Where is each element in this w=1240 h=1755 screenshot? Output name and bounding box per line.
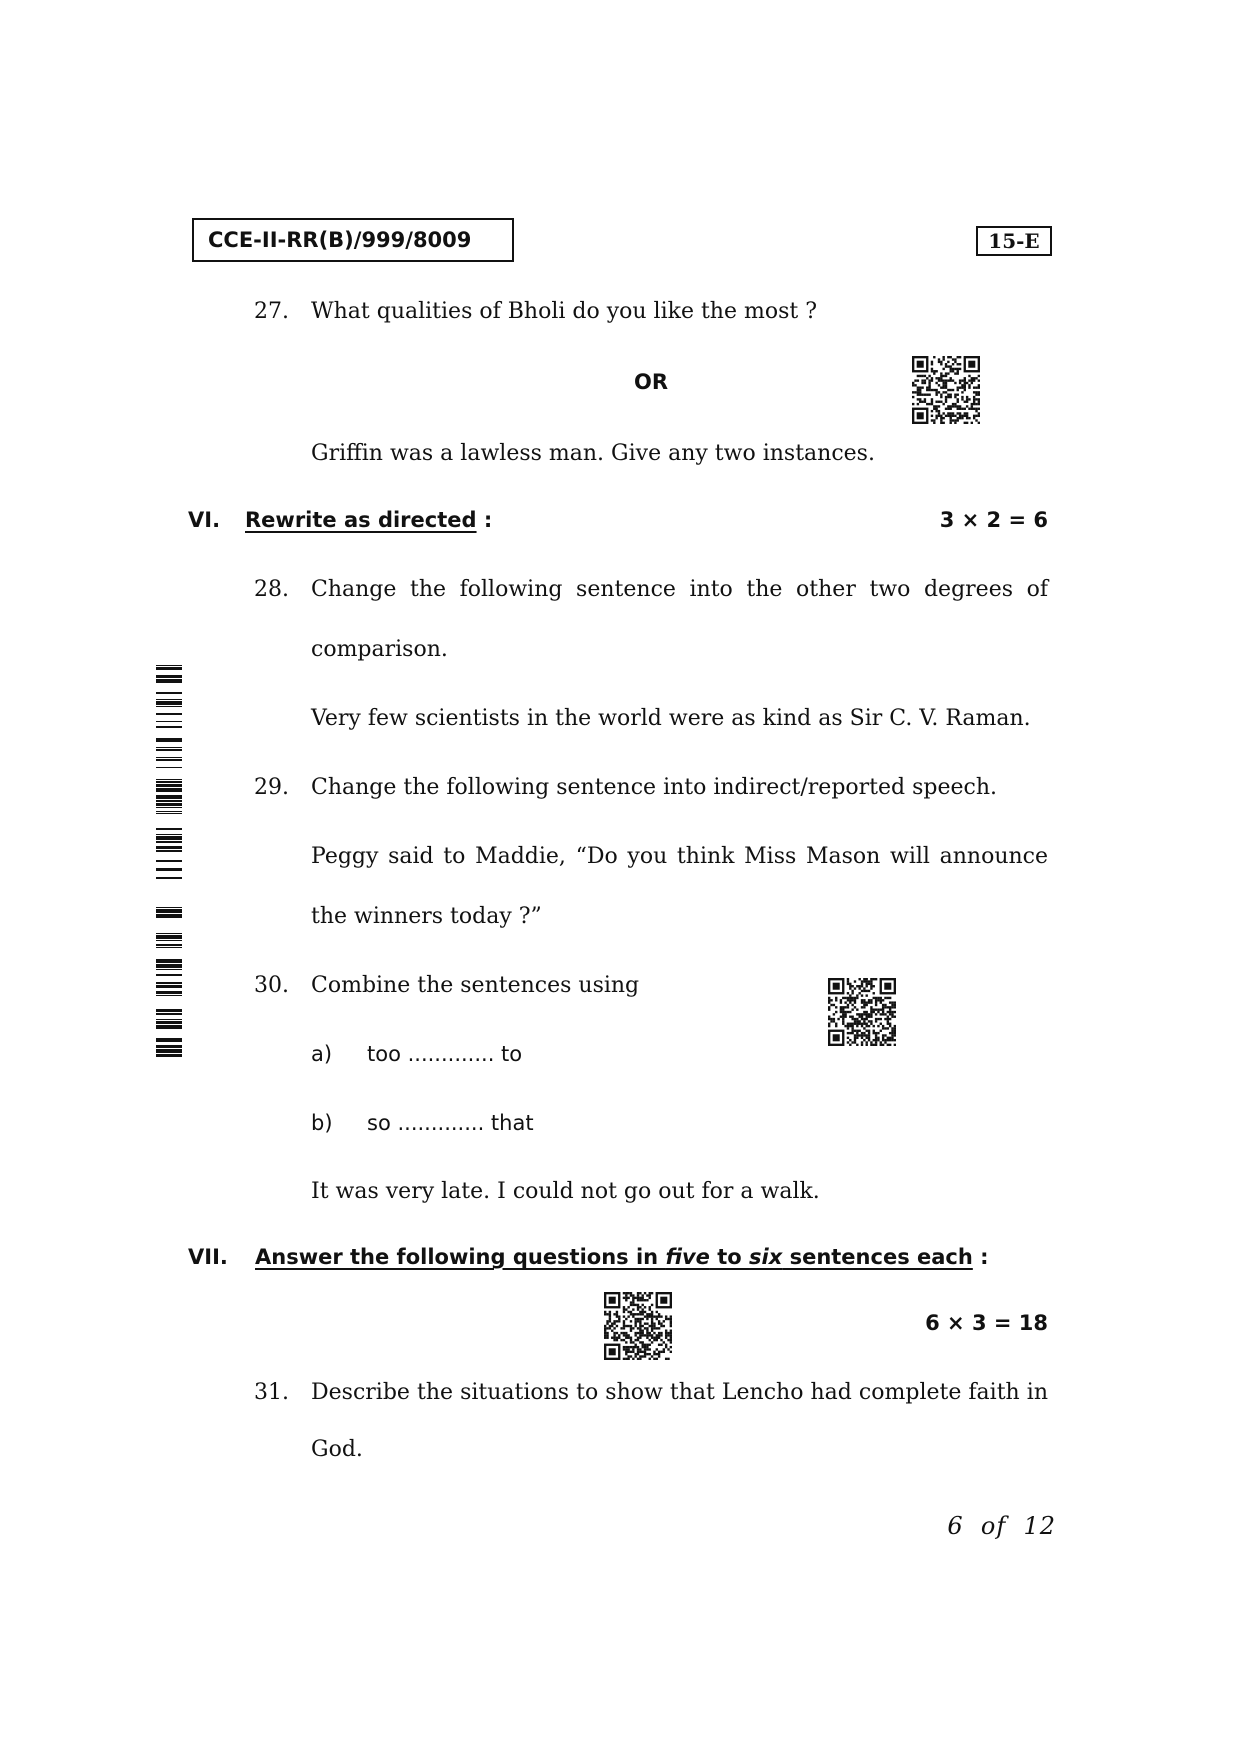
or-label: OR	[634, 370, 669, 394]
section-vi-title: Rewrite as directed	[245, 508, 477, 532]
section-vii-marks: 6 × 3 = 18	[925, 1311, 1048, 1335]
section-vii-title-part1: Answer the following questions in	[255, 1245, 666, 1269]
q30-text: Combine the sentences using	[311, 973, 640, 998]
q29-quote-line1: Peggy said to Maddie, “Do you think Miss Mason will announce	[311, 844, 1048, 869]
q27-text: What qualities of Bholi do you like the most ?	[311, 299, 817, 324]
q30-option-b-text: so ............. that	[367, 1111, 534, 1135]
q31-number: 31.	[254, 1380, 289, 1405]
page-number: 6 of 12	[947, 1512, 1056, 1540]
q27-alt-text: Griffin was a lawless man. Give any two instances.	[311, 441, 875, 466]
q28-number: 28.	[254, 577, 289, 602]
section-vii-numeral: VII.	[188, 1245, 228, 1269]
section-vi-heading	[245, 508, 492, 532]
section-vii-colon: :	[972, 1245, 989, 1269]
q30-sentence: It was very late. I could not go out for a walk.	[311, 1179, 820, 1204]
section-vii-title-part2: to	[709, 1245, 750, 1269]
q30-number: 30.	[254, 973, 289, 998]
q29-text: Change the following sentence into indirect/reported speech.	[311, 775, 997, 800]
section-vii-title-italic2: six	[749, 1245, 783, 1269]
q29-number: 29.	[254, 775, 289, 800]
q28-line1: Change the following sentence into the other two degrees of	[311, 577, 1048, 602]
q29-quote-line2: the winners today ?”	[311, 904, 542, 929]
paper-code: CCE-II-RR(B)/999/8009	[192, 218, 514, 262]
q28-sentence: Very few scientists in the world were as kind as Sir C. V. Raman.	[311, 706, 1031, 731]
q28-line2: comparison.	[311, 637, 448, 662]
section-vi-colon: :	[476, 508, 493, 532]
section-vi-marks: 3 × 2 = 6	[939, 508, 1048, 532]
q30-option-a-text: too ............. to	[367, 1042, 523, 1066]
barcode-icon	[156, 665, 182, 1057]
qr-code-icon	[912, 356, 980, 424]
q30-option-a-label: a)	[311, 1042, 333, 1066]
set-code: 15-E	[976, 226, 1052, 256]
section-vii-title-part3: sentences each	[782, 1245, 973, 1269]
section-vii-title-italic1: five	[665, 1245, 710, 1269]
q30-option-b-label: b)	[311, 1111, 333, 1135]
section-vii-heading	[255, 1245, 989, 1269]
section-vi-numeral: VI.	[188, 508, 221, 532]
q31-line2: God.	[311, 1437, 363, 1462]
qr-code-icon	[828, 978, 896, 1046]
q27-number: 27.	[254, 299, 289, 324]
qr-code-icon	[604, 1292, 672, 1360]
q31-line1: Describe the situations to show that Lencho had complete faith in	[311, 1380, 1048, 1405]
section-vii-title	[255, 1245, 973, 1269]
